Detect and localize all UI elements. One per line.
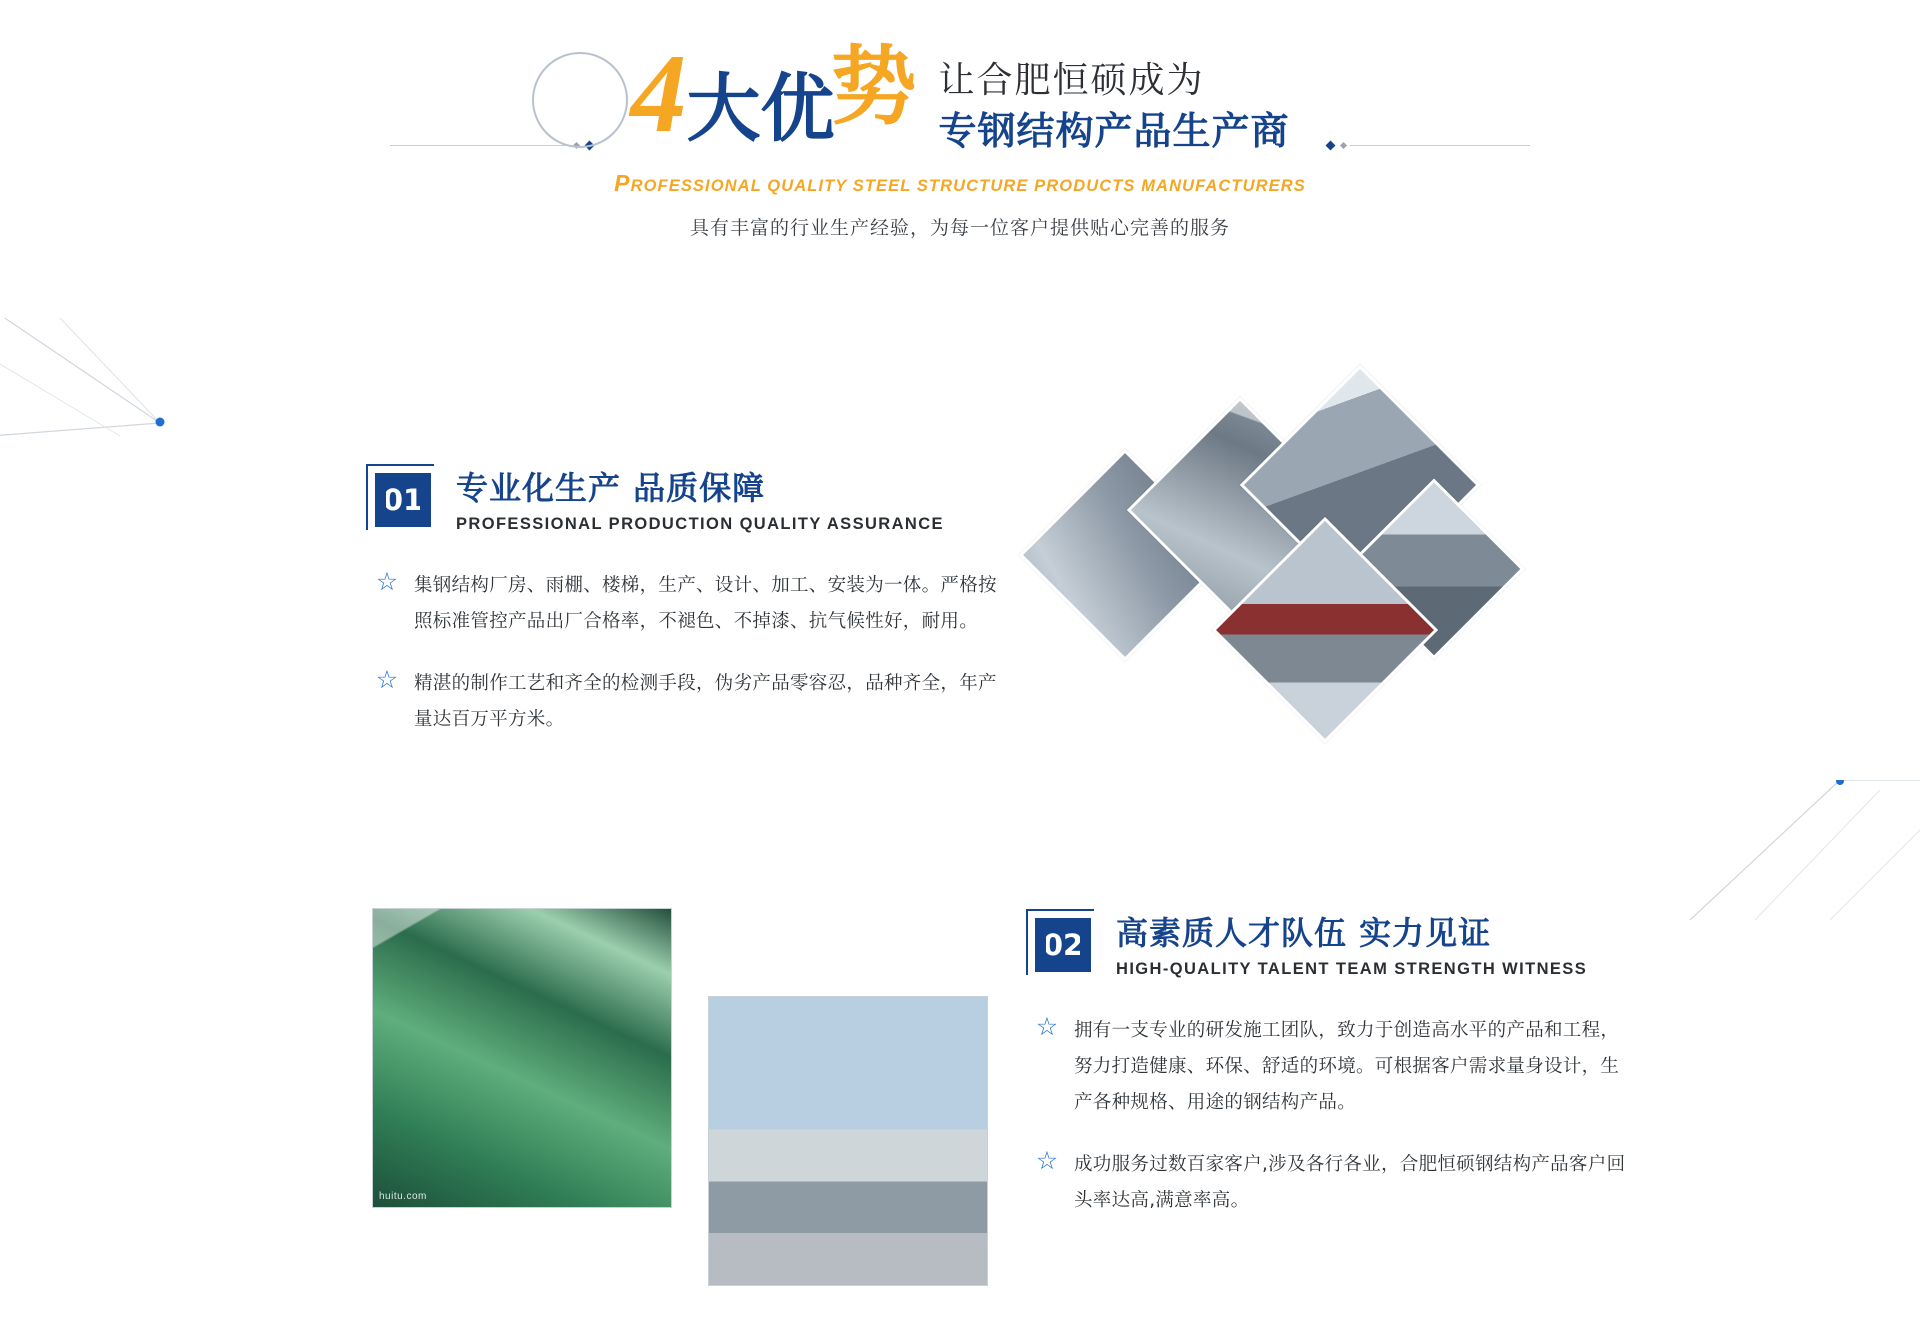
header-line-2: 专钢结构产品生产商	[938, 109, 1290, 154]
section-01-title-en: PROFESSIONAL PRODUCTION QUALITY ASSURANCE	[456, 514, 944, 533]
section-02-title-cn: 高素质人才队伍 实力见证	[1116, 914, 1492, 952]
list-item	[372, 666, 1032, 738]
list-item	[1032, 1013, 1672, 1121]
header-big-number: 4	[630, 32, 681, 156]
section-02-bullet-2: 成功服务过数百家客户,涉及各行各业，合肥恒硕钢结构产品客户回头率达高,满意率高。	[1074, 1153, 1626, 1212]
corner-decoration-top-left	[0, 318, 260, 438]
section-02-heading	[1032, 915, 1672, 979]
list-item	[372, 568, 1032, 640]
section-01-number: 01	[372, 470, 434, 530]
circle-outline-decoration	[532, 52, 628, 148]
header-cn-shi: 势	[830, 37, 917, 137]
section-01-bullet-2: 精湛的制作工艺和齐全的检测手段，伪劣产品零容忍，品种齐全，年产量达百万平方米。	[414, 672, 997, 730]
section-02-number: 02	[1032, 915, 1094, 975]
section-01	[372, 470, 1032, 764]
header-cn-da: 大优	[686, 66, 835, 152]
header-english-cap: P	[614, 170, 631, 196]
list-item	[1032, 1147, 1672, 1219]
diamond-photo-cluster	[1030, 410, 1590, 830]
membrane-canopy-photo	[708, 996, 988, 1286]
section-01-title-cn: 专业化生产 品质保障	[456, 469, 766, 507]
section-01-bullets	[372, 568, 1032, 738]
photo-watermark: huitu.com	[379, 1191, 427, 1202]
star-icon: ☆	[375, 567, 399, 596]
header-subtitle: 具有丰富的行业生产经验，为每一位客户提供贴心完善的服务	[689, 217, 1230, 239]
glass-canopy-photo	[372, 908, 672, 1208]
section-01-bullet-1: 集钢结构厂房、雨棚、楼梯，生产、设计、加工、安装为一体。严格按照标准管控产品出厂合格率，不褪色、不掉漆、抗气候性好，耐用。	[414, 574, 997, 632]
section-02-bullet-1: 拥有一支专业的研发施工团队，致力于创造高水平的产品和工程，努力打造健康、环保、舒适的环境。可根据客户需求量身设计，生产各种规格、用途的钢结构产品。	[1074, 1019, 1620, 1113]
header-line-1: 让合肥恒硕成为	[938, 60, 1205, 101]
header-english-rest: ROFESSIONAL QUALITY STEEL STRUCTURE PRODUCTS MANUFACTURERS	[630, 177, 1306, 195]
header-english-line	[450, 170, 1470, 197]
section-02	[1032, 915, 1672, 1245]
page-header	[0, 34, 1920, 284]
star-icon: ☆	[375, 665, 399, 694]
star-icon: ☆	[1035, 1146, 1059, 1175]
section-02-bullets	[1032, 1013, 1672, 1219]
section-02-title-en: HIGH-QUALITY TALENT TEAM STRENGTH WITNESS	[1116, 959, 1588, 978]
section-01-heading	[372, 470, 1032, 534]
header-title-row	[450, 34, 1470, 166]
star-icon: ☆	[1035, 1012, 1059, 1041]
